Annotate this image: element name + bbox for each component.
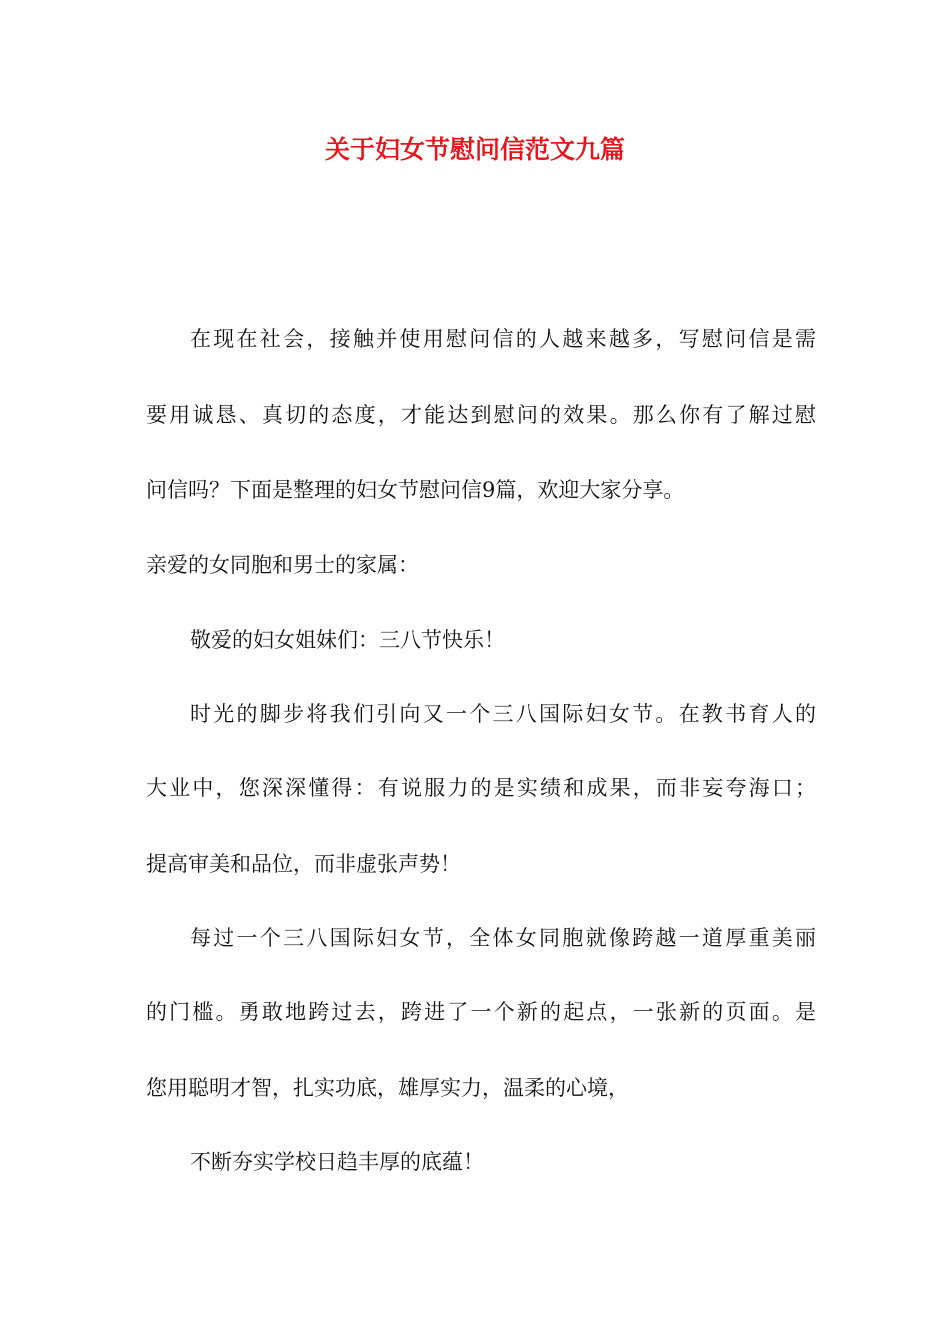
- paragraph-line: 在现在社会，接触并使用慰问信的人越来越多，写慰问信是需: [190, 327, 816, 351]
- greeting-line: 敬爱的妇女姐妹们：三八节快乐！: [190, 628, 505, 652]
- paragraph-line: 问信吗？下面是整理的妇女节慰问信9篇，欢迎大家分享。: [146, 478, 685, 502]
- paragraph-line: 要用诚恳、真切的态度，才能达到慰问的效果。那么你有了解过慰: [146, 403, 816, 427]
- paragraph-line: 大业中，您深深懂得：有说服力的是实绩和成果，而非妄夸海口；: [146, 776, 816, 800]
- paragraph-line: 的门槛。勇敢地跨过去，跨进了一个新的起点，一张新的页面。是: [146, 1000, 816, 1024]
- paragraph-line: 时光的脚步将我们引向又一个三八国际妇女节。在教书育人的: [190, 702, 816, 726]
- document-title: 关于妇女节慰问信范文九篇: [324, 135, 625, 164]
- paragraph-line: 您用聪明才智，扎实功底，雄厚实力，温柔的心境，: [146, 1076, 629, 1100]
- paragraph-line: 每过一个三八国际妇女节，全体女同胞就像跨越一道厚重美丽: [190, 926, 816, 950]
- paragraph-line: 不断夯实学校日趋丰厚的底蕴！: [190, 1150, 484, 1174]
- salutation-line: 亲爱的女同胞和男士的家属：: [146, 553, 419, 577]
- paragraph-line: 提高审美和品位，而非虚张声势！: [146, 852, 461, 876]
